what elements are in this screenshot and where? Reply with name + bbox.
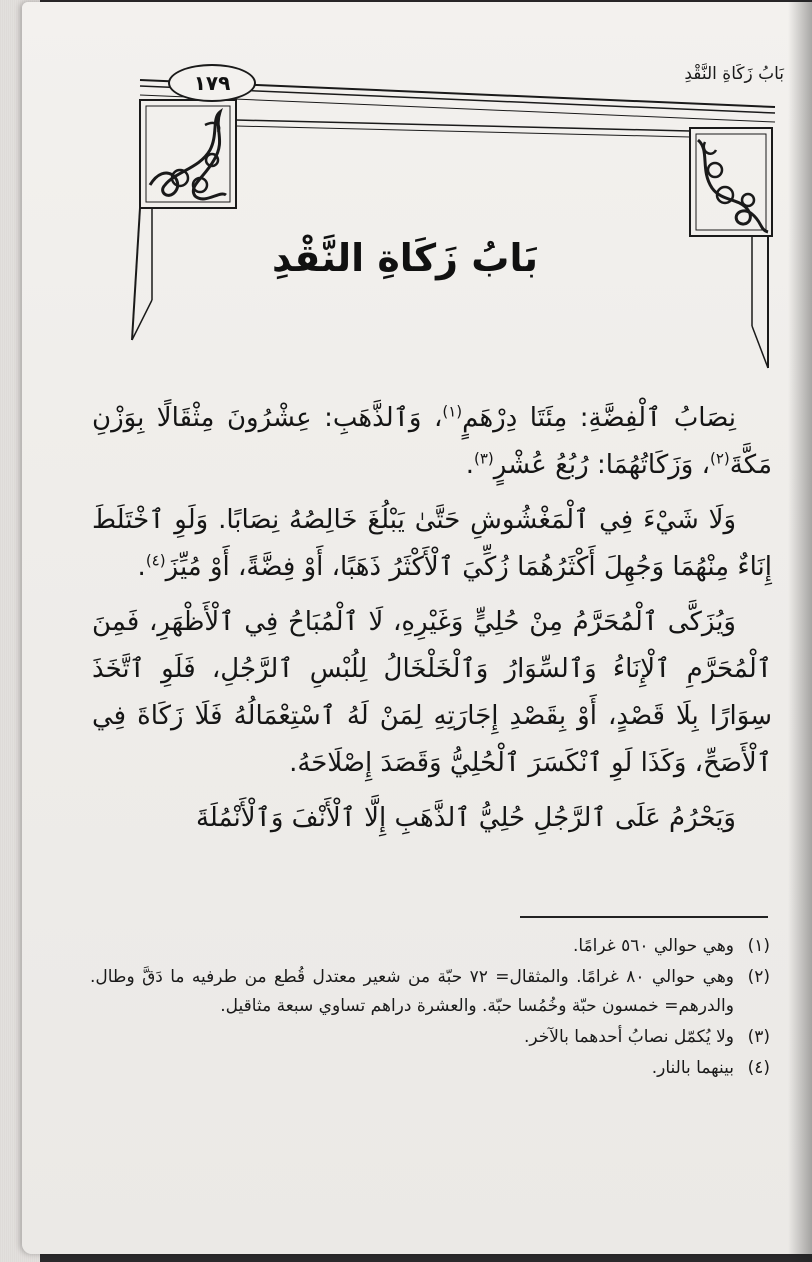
- ornamental-frame: [0, 0, 812, 400]
- footnote-separator: [520, 916, 768, 918]
- page-number-text: ١٧٩: [193, 71, 231, 95]
- text-run: وَلَا شَيْءَ فِي ٱلْمَغْشُوشِ حَتَّىٰ يَبْلُغَ خَالِصُهُ نِصَابًا. وَلَوِ ٱخْتَلَطَ إِنَاءٌ مِنْهُمَا وَجُهِلَ أَكْثَرُهُمَا زُكِّيَ ٱلْأَكْثَرُ ذَهَبًا، أَوْ فِضَّةً، أَوْ مُيِّزَ: [92, 505, 772, 582]
- footnote-marker: (٣): [473, 449, 494, 468]
- chapter-title: بَابُ زَكَاةِ النَّقْدِ: [272, 236, 538, 280]
- left-post: [132, 208, 152, 340]
- running-header-title: بَابُ زَكَاةِ النَّقْدِ: [684, 64, 784, 84]
- footnote-number: (٣): [747, 1027, 770, 1047]
- left-ornament-box: [140, 100, 236, 208]
- page-number: [168, 64, 256, 102]
- right-post: [752, 236, 768, 368]
- footnote-item: [90, 932, 770, 961]
- footnote-number: (٤): [747, 1058, 770, 1078]
- footnote-marker: (١): [442, 402, 463, 421]
- paragraph: [92, 599, 772, 787]
- footnote-number: (١): [747, 936, 770, 956]
- footnote-text: وهي حوالي ٥٦٠ غرامًا.: [572, 936, 734, 956]
- text-run: .: [137, 552, 146, 582]
- main-text: [92, 395, 772, 850]
- text-run: وَيُزَكَّى ٱلْمُحَرَّمُ مِنْ حُلِيٍّ وَغَيْرِهِ، لَا ٱلْمُبَاحُ فِي ٱلْأَظْهَرِ، فَمِنَ ٱلْمُحَرَّمِ ٱلْإِنَاءُ وَٱلسِّوَارُ وَٱلْخَلْخَالُ لِلُبْسِ ٱلرَّجُلِ، فَلَوِ ٱتَّخَذَ سِوَارًا بِلَا قَصْدٍ، أَوْ بِقَصْدِ إِجَارَتِهِ لِمَنْ لَهُ ٱسْتِعْمَالُهُ فَلَا زَكَاةَ فِي ٱلْأَصَحِّ، وَكَذَا لَوِ ٱنْكَسَرَ ٱلْحُلِيُّ وَقَصَدَ إِصْلَاحَهُ.: [92, 607, 772, 778]
- text-run: وَيَحْرُمُ عَلَى ٱلرَّجُلِ حُلِيُّ ٱلذَّهَبِ إِلَّا ٱلْأَنْفَ وَٱلْأَنْمُلَةَ: [195, 803, 736, 833]
- paragraph: [92, 497, 772, 591]
- footnote-text: ولا يُكمّل نصابُ أحدهما بالآخر.: [523, 1027, 734, 1047]
- text-run: ، وَزَكَاتُهُمَا: رُبُعُ عُشْرٍ: [493, 450, 710, 480]
- footnote-item: [90, 963, 770, 1021]
- footnotes: [90, 932, 770, 1085]
- paragraph: [92, 395, 772, 489]
- footnote-text: بينهما بالنار.: [651, 1058, 734, 1078]
- footnote-item: [90, 1023, 770, 1052]
- paragraph: [92, 795, 772, 842]
- footnote-text: وهي حوالي ٨٠ غرامًا. والمثقال= ٧٢ حبّة من شعير معتدل قُطع من طرفيه ما دَقَّ وطال. والدرهم= خمسون حبّة وخُمُسا حبّة. والعشرة دراهم تساوي سبعة مثاقيل.: [90, 967, 734, 1016]
- footnote-marker: (٤): [145, 551, 166, 570]
- footnote-item: [90, 1054, 770, 1083]
- text-run: ، وَٱلذَّهَبِ: عِشْرُونَ مِثْقَالًا بِوَزْنِ مَكَّةَ: [92, 403, 772, 480]
- footnote-marker: (٢): [709, 449, 730, 468]
- text-run: نِصَابُ ٱلْفِضَّةِ: مِئَتَا دِرْهَمٍ: [462, 403, 736, 433]
- footnote-number: (٢): [747, 967, 770, 987]
- right-ornament-box: [690, 128, 772, 236]
- text-run: .: [465, 450, 474, 480]
